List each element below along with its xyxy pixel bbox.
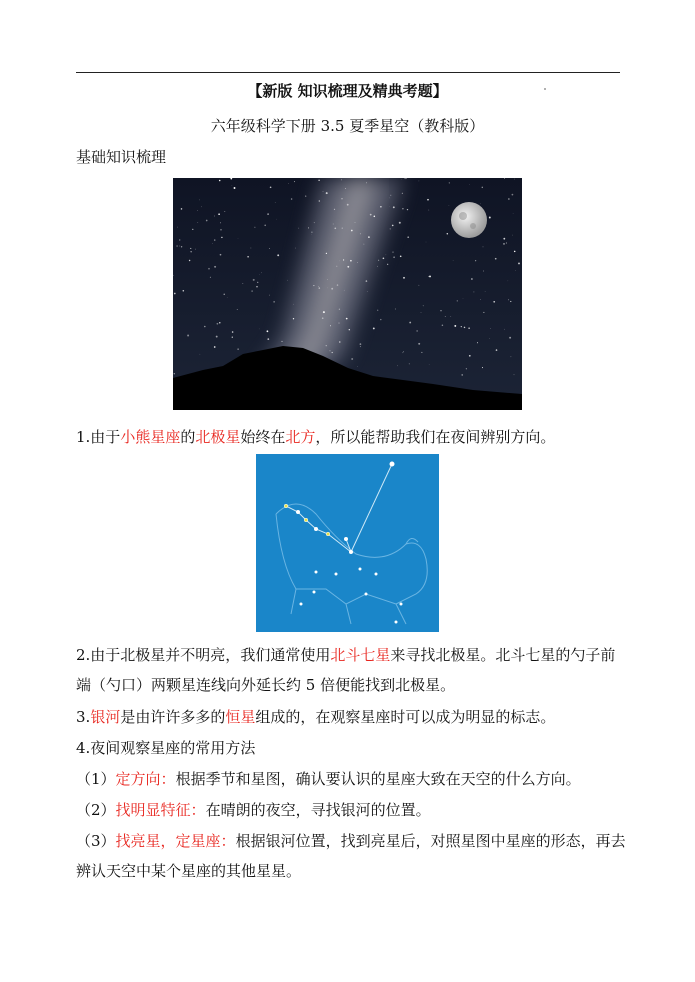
star (187, 335, 189, 337)
star (374, 216, 376, 218)
star (466, 368, 467, 369)
point-1: 1.由于小熊星座的北极星始终在北方，所以能帮助我们在夜间辨别方向。 (76, 428, 556, 446)
star (366, 280, 368, 282)
star (331, 288, 333, 290)
star (351, 230, 353, 232)
star (221, 237, 222, 238)
star (219, 180, 221, 182)
star (349, 329, 350, 330)
star (334, 227, 336, 229)
star (342, 228, 343, 229)
star (405, 178, 406, 179)
star (483, 271, 484, 272)
star (475, 260, 476, 261)
star (345, 188, 346, 189)
star (323, 311, 325, 313)
star (449, 205, 450, 206)
star (347, 204, 349, 206)
star (367, 291, 368, 292)
star (357, 366, 358, 367)
star (429, 275, 431, 277)
star (417, 330, 418, 331)
star (210, 277, 211, 278)
star (181, 246, 182, 247)
star (288, 183, 289, 184)
star (199, 200, 200, 201)
moon (451, 202, 487, 238)
star (277, 254, 279, 256)
star (192, 229, 193, 230)
star (327, 279, 328, 280)
star (503, 243, 505, 245)
constellation-illustration (256, 454, 439, 632)
star (214, 346, 216, 348)
star (257, 282, 258, 283)
star (329, 350, 330, 351)
star (389, 198, 390, 199)
milky-way-photo (173, 178, 522, 410)
star (218, 213, 220, 215)
star (351, 358, 353, 360)
star (357, 262, 358, 263)
star (355, 222, 356, 223)
star (330, 325, 331, 326)
star (314, 222, 315, 223)
star (510, 301, 511, 302)
star (392, 225, 394, 227)
star (386, 255, 387, 256)
star (341, 180, 342, 181)
star (176, 245, 178, 247)
star (445, 316, 446, 317)
star (471, 278, 473, 280)
star (418, 343, 420, 345)
star (291, 198, 293, 200)
star (380, 319, 381, 320)
method-1: （1）定方向：根据季节和星图，确认要认识的星座大致在天空的什么方向。 (76, 770, 581, 788)
star (216, 336, 218, 338)
star (214, 266, 216, 268)
star (419, 285, 420, 286)
star (482, 367, 483, 368)
star (511, 356, 512, 357)
star (237, 309, 238, 310)
star (270, 186, 272, 188)
star (267, 213, 269, 215)
star (506, 242, 507, 243)
star (509, 337, 511, 339)
star (237, 348, 238, 349)
star (370, 214, 372, 216)
star (390, 228, 391, 229)
doc-title: 【新版 知识梳理及精典考题】 (247, 82, 448, 100)
star (332, 352, 333, 353)
star (179, 246, 180, 247)
star (397, 366, 398, 367)
star (318, 180, 319, 181)
method-2: （2）找明显特征：在晴朗的夜空，寻找银河的位置。 (76, 801, 431, 819)
star (512, 235, 513, 236)
star (409, 322, 411, 324)
star (421, 352, 422, 353)
star (318, 286, 319, 287)
star (378, 260, 379, 261)
star (232, 337, 233, 338)
star (313, 285, 314, 286)
star (514, 374, 515, 375)
star (402, 352, 403, 353)
star (423, 305, 424, 306)
point-4-title: 4.夜间观察星座的常用方法 (76, 739, 256, 757)
star (224, 294, 225, 295)
star (267, 338, 269, 340)
star (256, 286, 257, 287)
star (181, 208, 183, 210)
star (336, 266, 337, 267)
star (514, 251, 516, 253)
star (339, 323, 340, 324)
star (461, 326, 462, 327)
star (427, 199, 429, 201)
star (346, 318, 348, 320)
star (512, 194, 514, 196)
star (482, 187, 483, 188)
star (468, 328, 469, 329)
star (247, 256, 249, 258)
star (308, 227, 309, 228)
star (190, 248, 191, 249)
star (428, 210, 429, 211)
star (368, 236, 370, 238)
star (206, 220, 208, 222)
star (503, 238, 505, 240)
star (390, 195, 391, 196)
star (483, 312, 484, 313)
star (267, 330, 269, 332)
star (393, 206, 395, 208)
star (493, 301, 495, 303)
star (189, 260, 190, 261)
star (323, 191, 324, 192)
star (440, 310, 441, 311)
point-3: 3.银河是由许许多多的恒星组成的，在观察星座时可以成为明显的标志。 (76, 708, 556, 726)
star (333, 224, 334, 225)
star (480, 204, 481, 205)
star (449, 182, 450, 183)
star (350, 260, 352, 262)
star (183, 290, 185, 292)
star (395, 309, 396, 310)
star (201, 206, 202, 207)
star (407, 209, 408, 210)
star (400, 256, 402, 258)
star (483, 247, 484, 248)
star (273, 301, 274, 302)
star (204, 326, 206, 328)
star (264, 225, 266, 227)
star (406, 178, 407, 179)
star (402, 193, 403, 194)
star (174, 373, 175, 374)
star (451, 316, 452, 317)
star (453, 260, 454, 261)
star (344, 290, 345, 291)
star (495, 258, 497, 260)
star (339, 309, 340, 310)
star (200, 354, 201, 355)
star (464, 327, 466, 329)
point-2: 2.由于北极星并不明亮，我们通常使用北斗七星来寻找北极星。北斗七星的勺子前端（勺口）两颗星连线向外延长约 5 倍便能找到北极星。 (76, 646, 616, 694)
star (259, 329, 260, 330)
star (419, 181, 420, 182)
star (220, 229, 222, 231)
star (251, 290, 252, 291)
star (393, 252, 394, 253)
star (490, 328, 491, 329)
star (174, 293, 176, 295)
star (232, 331, 234, 333)
method-3: （3）找亮星，定星座：根据银河位置，找到亮星后，对照星图中星座的形态，再去辨认天空中某个星座的其他星星。 (76, 832, 626, 880)
star (214, 216, 215, 217)
star (428, 276, 429, 277)
star (373, 327, 375, 329)
star (305, 195, 306, 196)
star (380, 206, 382, 208)
star (220, 254, 222, 256)
star (281, 341, 282, 342)
star (294, 181, 295, 182)
star (179, 239, 180, 240)
star (341, 198, 342, 199)
star (473, 291, 474, 292)
star (407, 236, 409, 238)
star (254, 227, 255, 228)
star (383, 257, 385, 259)
star (293, 318, 294, 319)
star (311, 232, 312, 233)
star (399, 222, 401, 224)
star (477, 342, 478, 343)
star (293, 304, 294, 305)
star (387, 264, 388, 265)
star (508, 299, 509, 300)
star (322, 317, 324, 319)
star (489, 217, 491, 219)
star (242, 283, 243, 284)
star (224, 211, 225, 212)
star (319, 287, 320, 288)
star (319, 200, 320, 201)
star (227, 297, 228, 298)
star (337, 284, 338, 285)
star (366, 182, 367, 183)
star (447, 233, 448, 234)
star (191, 251, 192, 252)
star (402, 208, 403, 209)
star (275, 202, 276, 203)
star (377, 310, 378, 311)
star (513, 213, 514, 214)
star (377, 266, 378, 267)
star (261, 273, 262, 274)
star (360, 343, 362, 345)
star (518, 262, 520, 264)
star (220, 222, 221, 223)
star (504, 329, 505, 330)
star (393, 256, 395, 258)
star (409, 364, 410, 365)
star (287, 280, 288, 281)
star (334, 209, 335, 210)
star (217, 323, 219, 325)
star (489, 338, 490, 339)
star (403, 352, 404, 353)
star (208, 268, 210, 270)
star (360, 233, 361, 234)
star (454, 325, 456, 327)
star (197, 222, 198, 223)
star (339, 341, 340, 342)
star (480, 299, 481, 300)
star (219, 322, 220, 323)
star (403, 277, 405, 279)
star (326, 192, 328, 194)
star (485, 291, 486, 292)
star (469, 355, 471, 357)
star (212, 243, 213, 244)
star (360, 346, 361, 347)
star (195, 249, 196, 250)
star (442, 325, 444, 327)
star (295, 248, 296, 249)
section-title: 基础知识梳理 (76, 148, 167, 166)
star (197, 210, 198, 211)
star (508, 198, 509, 199)
star (343, 259, 344, 260)
star (364, 244, 365, 245)
star (269, 248, 270, 249)
star (496, 349, 498, 351)
star (347, 266, 349, 268)
star (253, 279, 255, 281)
star (298, 228, 299, 229)
star (251, 248, 252, 249)
star (421, 313, 422, 314)
doc-subtitle: 六年级科学下册 3.5 夏季星空（教科版） (210, 117, 485, 135)
star (326, 253, 327, 254)
top-rule (76, 72, 620, 73)
star (214, 240, 215, 241)
star (457, 300, 458, 301)
star (177, 227, 178, 228)
star (514, 179, 515, 180)
star (232, 185, 233, 186)
star (234, 187, 236, 189)
star (259, 274, 260, 275)
star (326, 345, 327, 346)
star (461, 374, 463, 376)
star (269, 295, 270, 296)
